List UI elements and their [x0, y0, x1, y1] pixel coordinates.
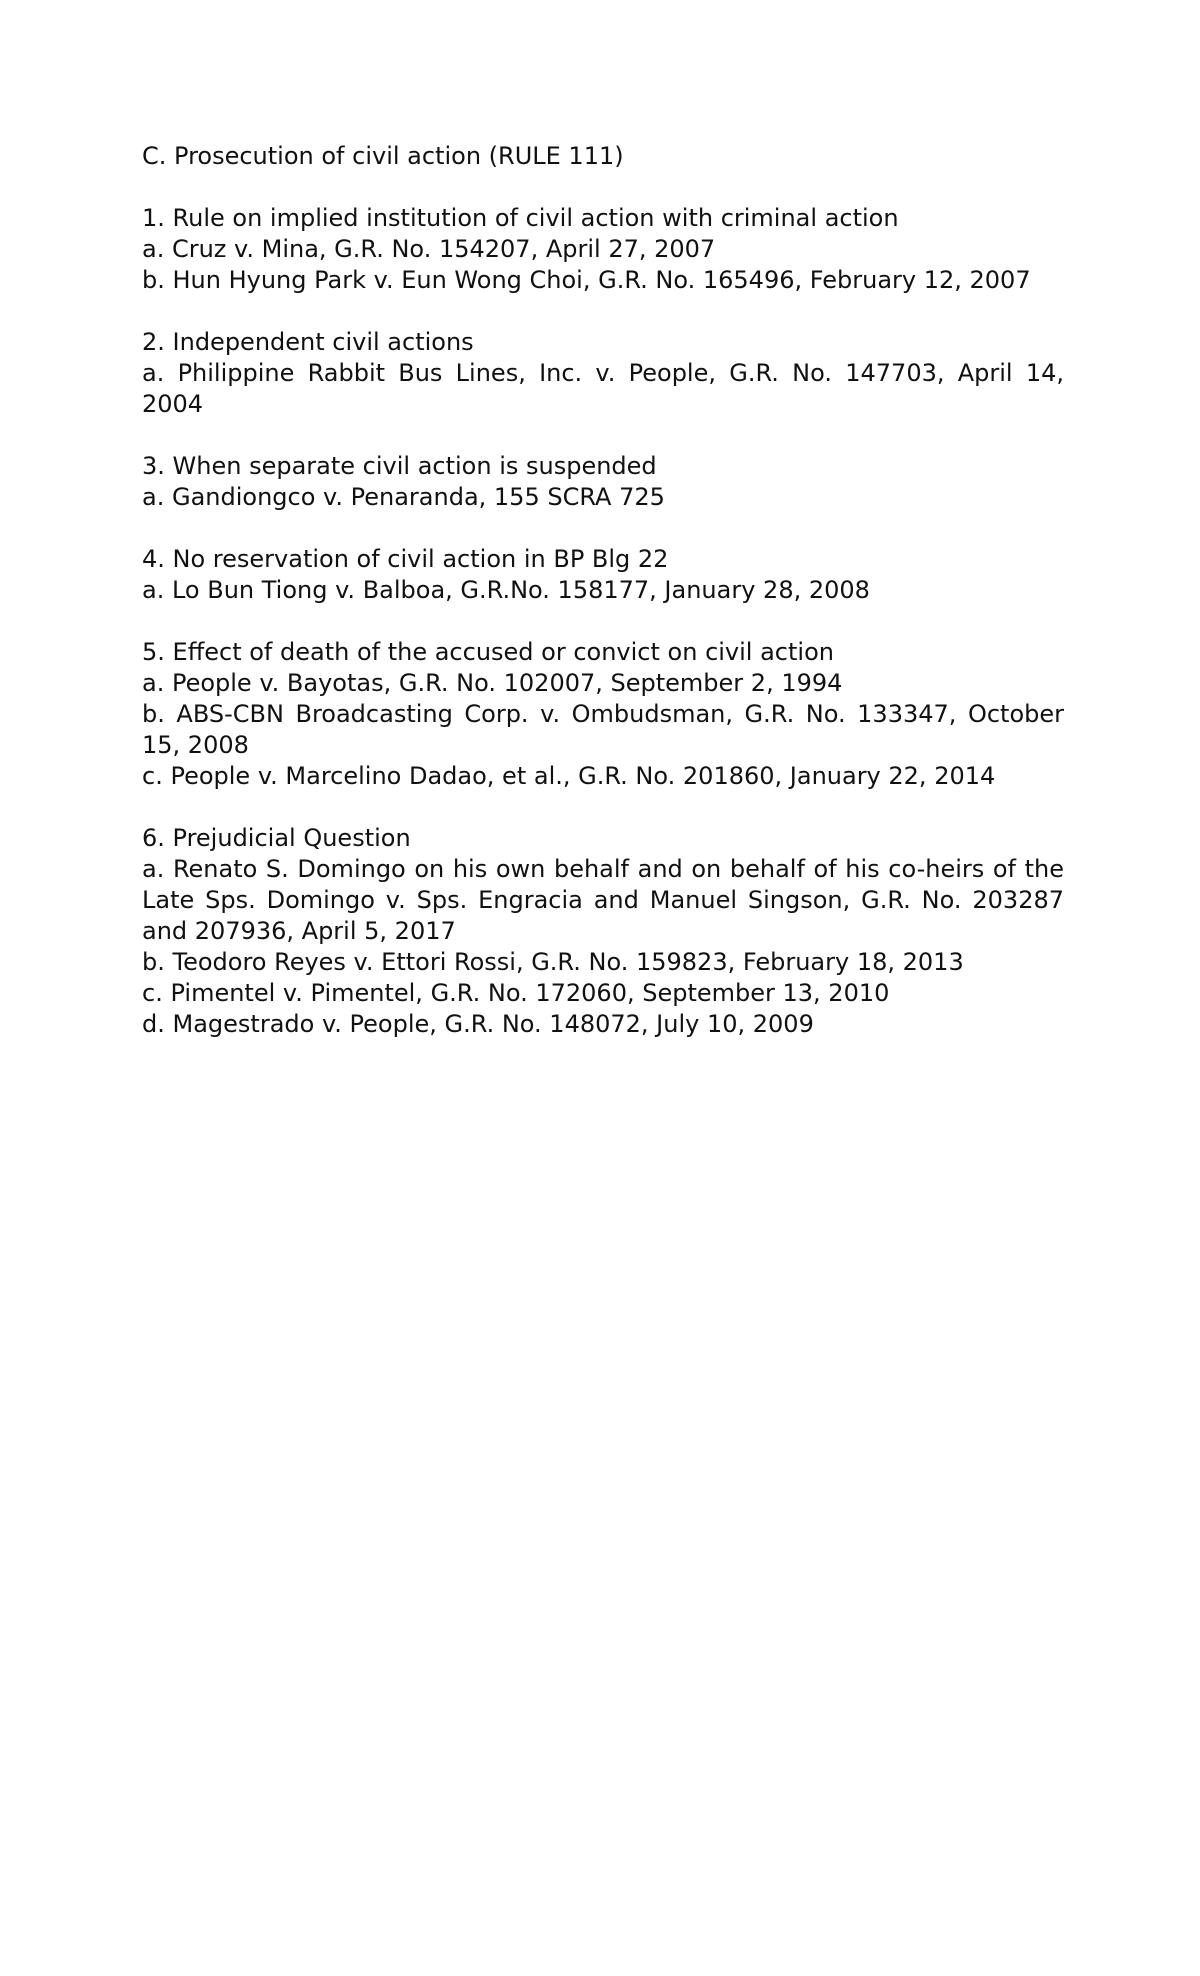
topic-6-case-d: d. Magestrado v. People, G.R. No. 148072, July 10, 2009 [142, 1010, 814, 1038]
topic-6-title: 6. Prejudicial Question [142, 824, 411, 852]
topic-1-case-b: b. Hun Hyung Park v. Eun Wong Choi, G.R. No. 165496, February 12, 2007 [142, 266, 1031, 294]
topic-3-case-a: a. Gandiongco v. Penaranda, 155 SCRA 725 [142, 483, 665, 511]
topic-5-case-c: c. People v. Marcelino Dadao, et al., G.R. No. 201860, January 22, 2014 [142, 762, 996, 790]
spacer [142, 606, 1064, 637]
topic-6-case-a: a. Renato S. Domingo on his own behalf and on behalf of his co-heirs of the Late Sps. Domingo v. Sps. Engracia and Manuel Singson, G.R. No. 203287 and 207936, April 5, 2017 [142, 855, 1064, 945]
spacer [142, 420, 1064, 451]
topic-1-title: 1. Rule on implied institution of civil action with criminal action [142, 204, 899, 232]
topic-6-case-b: b. Teodoro Reyes v. Ettori Rossi, G.R. No. 159823, February 18, 2013 [142, 948, 964, 976]
document-body [142, 141, 1064, 1040]
topic-4-title: 4. No reservation of civil action in BP Blg 22 [142, 545, 669, 573]
spacer [142, 792, 1064, 823]
topic-5-title: 5. Effect of death of the accused or convict on civil action [142, 638, 834, 666]
topic-4-case-a: a. Lo Bun Tiong v. Balboa, G.R.No. 158177, January 28, 2008 [142, 576, 870, 604]
section-heading: C. Prosecution of civil action (RULE 111) [142, 142, 624, 170]
topic-3-title: 3. When separate civil action is suspended [142, 452, 657, 480]
topic-2-title: 2. Independent civil actions [142, 328, 474, 356]
topic-1-case-a: a. Cruz v. Mina, G.R. No. 154207, April 27, 2007 [142, 235, 716, 263]
topic-6-case-c: c. Pimentel v. Pimentel, G.R. No. 172060, September 13, 2010 [142, 979, 890, 1007]
topic-2-case-a: a. Philippine Rabbit Bus Lines, Inc. v. People, G.R. No. 147703, April 14, 2004 [142, 359, 1064, 418]
spacer [142, 513, 1064, 544]
topic-5-case-a: a. People v. Bayotas, G.R. No. 102007, September 2, 1994 [142, 669, 843, 697]
spacer [142, 172, 1064, 203]
topic-5-case-b: b. ABS-CBN Broadcasting Corp. v. Ombudsman, G.R. No. 133347, October 15, 2008 [142, 700, 1064, 759]
spacer [142, 296, 1064, 327]
